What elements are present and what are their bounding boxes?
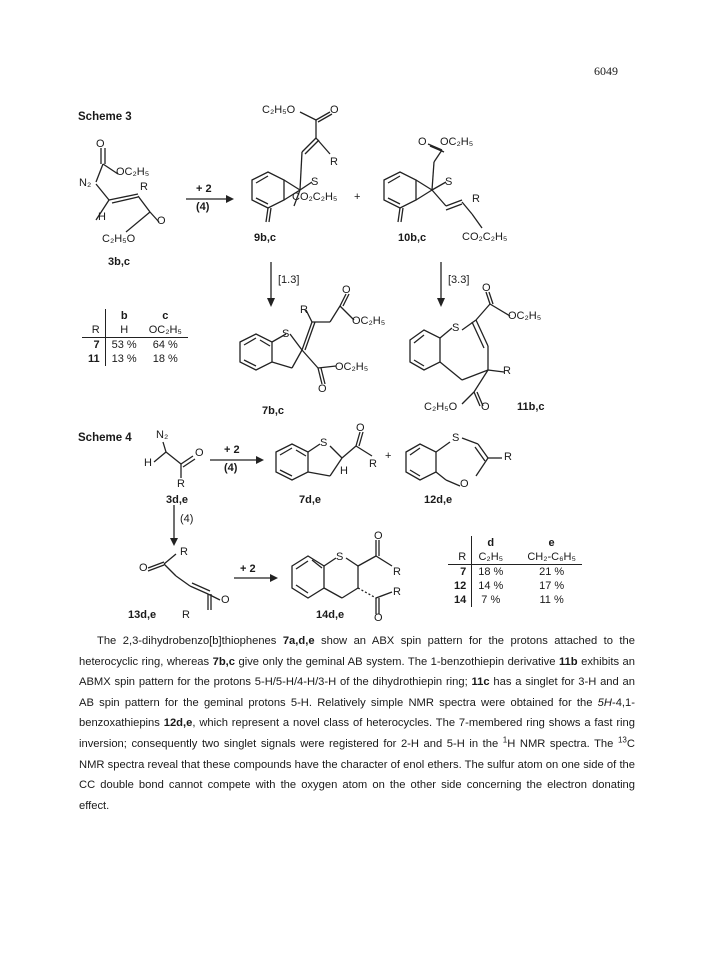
yield-table-scheme3: [82, 309, 188, 366]
atom-n2: N₂: [79, 177, 92, 189]
atom-oet: OC₂H₅: [508, 310, 542, 322]
table-cell: 14: [448, 593, 472, 607]
compound-label-3de: 3d,e: [166, 494, 189, 506]
atom-r: R: [369, 458, 377, 470]
reagent-label: + 2: [196, 183, 212, 195]
atom-h: H: [98, 211, 106, 223]
atom-eto: C₂H₅O: [262, 104, 296, 116]
atom-co2et: CO₂C₂H₅: [292, 191, 338, 203]
atom-h: H: [340, 465, 348, 477]
rearrangement-label: [1.3]: [278, 274, 300, 286]
atom-r: R: [330, 156, 338, 168]
atom-oet: OC₂H₅: [335, 361, 369, 373]
atom-s: S: [445, 176, 453, 188]
structure-10bc: [384, 144, 482, 228]
atom-o: O: [318, 383, 327, 395]
compound-label-13de: 13d,e: [128, 609, 157, 621]
structure-11bc: [410, 292, 510, 406]
scheme3-title: Scheme 3: [78, 111, 132, 123]
atom-o: O: [460, 478, 469, 490]
atom-o: O: [96, 138, 105, 150]
atom-s: S: [452, 432, 460, 444]
atom-r: R: [182, 609, 190, 621]
reagent-label: + 2: [224, 444, 240, 456]
table-cell: 13 %: [111, 353, 137, 365]
atom-h: H: [144, 457, 152, 469]
table-cell: [82, 309, 105, 323]
table-cell: 18 %: [152, 353, 178, 365]
compound-label-10bc: 10b,c: [398, 232, 427, 244]
atom-s: S: [336, 551, 344, 563]
table-cell: H: [105, 323, 143, 338]
condition-label: (4): [196, 201, 210, 213]
atom-o: O: [418, 136, 427, 148]
table-header: e: [548, 537, 555, 549]
table-cell: 18 %: [478, 566, 504, 578]
atom-o: O: [195, 447, 204, 459]
atom-o: O: [481, 401, 490, 413]
atom-eto: C₂H₅O: [102, 233, 136, 245]
reagent-label: + 2: [240, 563, 256, 575]
table-cell: 7: [82, 338, 105, 353]
table-cell: 11 %: [539, 594, 564, 606]
table-cell: 64 %: [152, 339, 178, 351]
compound-label-9bc: 9b,c: [254, 232, 277, 244]
atom-o: O: [482, 282, 491, 294]
atom-r: R: [472, 193, 480, 205]
atom-n2: N₂: [156, 429, 169, 441]
atom-o: O: [139, 562, 148, 574]
atom-r: R: [177, 478, 185, 490]
down-condition-label: (4): [180, 513, 194, 525]
compound-label-12de: 12d,e: [424, 494, 453, 506]
atom-r: R: [393, 586, 401, 598]
scheme4-title: Scheme 4: [78, 432, 132, 444]
table-cell: 7: [448, 565, 472, 580]
table-cell: 12: [448, 579, 472, 593]
structure-12de: [406, 438, 502, 486]
plus-sign: +: [385, 450, 392, 462]
table-cell: 7 %: [481, 594, 501, 606]
atom-r: R: [300, 304, 308, 316]
body-paragraph: The 2,3-dihydrobenzo[b]thiophenes 7a,d,e show an ABX spin pattern for the protons attached to the heterocyclic ring, whereas 7b,c give only the geminal AB system. The 1-benzothiepin derivative 11b exhibits an ABMX spin pattern for the protons 5-H/5-H/4-H/3-H of the dihydrothiepin ring; 11c has a singlet for 3-H and an AB spin pattern for the geminal protons 5-H. Relatively simple NMR spectra were obtained for the 5H-4,1-benzoxathiepins 12d,e, which represent a novel class of heterocycles. The 7-membered ring shows a fast ring inversion; consequently two singlet signals were registered for 2-H and 5-H in the $^1$H NMR spectra. The $^{13}$C NMR spectra reveal that these compounds have the character of enol ethers. The sulfur atom on one side of the CC double bond cannot compete with the oxygen atom on the other side concerning the electron donating effect.: [79, 635, 635, 812]
atom-o: O: [221, 594, 230, 606]
plus-sign: +: [354, 191, 361, 203]
atom-r: R: [504, 451, 512, 463]
atom-o: O: [374, 612, 383, 624]
table-header: d: [487, 537, 495, 549]
body-text: [79, 631, 635, 816]
table-cell: 17 %: [539, 580, 565, 592]
rearrangement-label: [3.3]: [448, 274, 470, 286]
compound-label-7bc: 7b,c: [262, 405, 285, 417]
condition-label: (4): [224, 462, 238, 474]
table-cell: 53 %: [111, 339, 137, 351]
table-header: b: [120, 310, 128, 322]
structure-13de: [148, 554, 220, 610]
table-cell: R: [82, 323, 105, 338]
compound-label-11bc: 11b,c: [517, 401, 545, 413]
atom-o: O: [157, 215, 166, 227]
page-number: 6049: [594, 64, 618, 78]
table-cell: R: [448, 550, 472, 565]
atom-o: O: [374, 530, 383, 542]
table-cell: 11: [82, 352, 105, 366]
atom-eto: C₂H₅O: [424, 401, 458, 413]
atom-o: O: [330, 104, 339, 116]
atom-oet: OC₂H₅: [116, 166, 150, 178]
atom-s: S: [311, 176, 319, 188]
atom-oet: OC₂H₅: [440, 136, 474, 148]
atom-s: S: [452, 322, 460, 334]
compound-label-3bc: 3b,c: [108, 256, 131, 268]
table-cell: 14 %: [478, 580, 504, 592]
atom-s: S: [320, 437, 328, 449]
atom-r: R: [503, 365, 511, 377]
atom-r: R: [140, 181, 148, 193]
atom-o: O: [342, 284, 351, 296]
compound-label-14de: 14d,e: [316, 609, 345, 621]
table-cell: 21 %: [539, 566, 565, 578]
yield-table-scheme4: [448, 536, 582, 607]
table-header: c: [162, 310, 169, 322]
atom-o: O: [356, 422, 365, 434]
table-cell: CH₂-C₆H₅: [509, 550, 582, 565]
atom-s: S: [282, 328, 290, 340]
atom-co2et: CO₂C₂H₅: [462, 231, 508, 243]
table-cell: OC₂H₅: [143, 323, 188, 338]
atom-oet: OC₂H₅: [352, 315, 386, 327]
structure-3de: [154, 442, 195, 478]
compound-label-7de: 7d,e: [299, 494, 322, 506]
atom-r: R: [393, 566, 401, 578]
atom-r: R: [180, 546, 188, 558]
table-cell: C₂H₅: [472, 550, 510, 565]
table-cell: [448, 536, 472, 550]
structure-9bc: [252, 112, 332, 222]
